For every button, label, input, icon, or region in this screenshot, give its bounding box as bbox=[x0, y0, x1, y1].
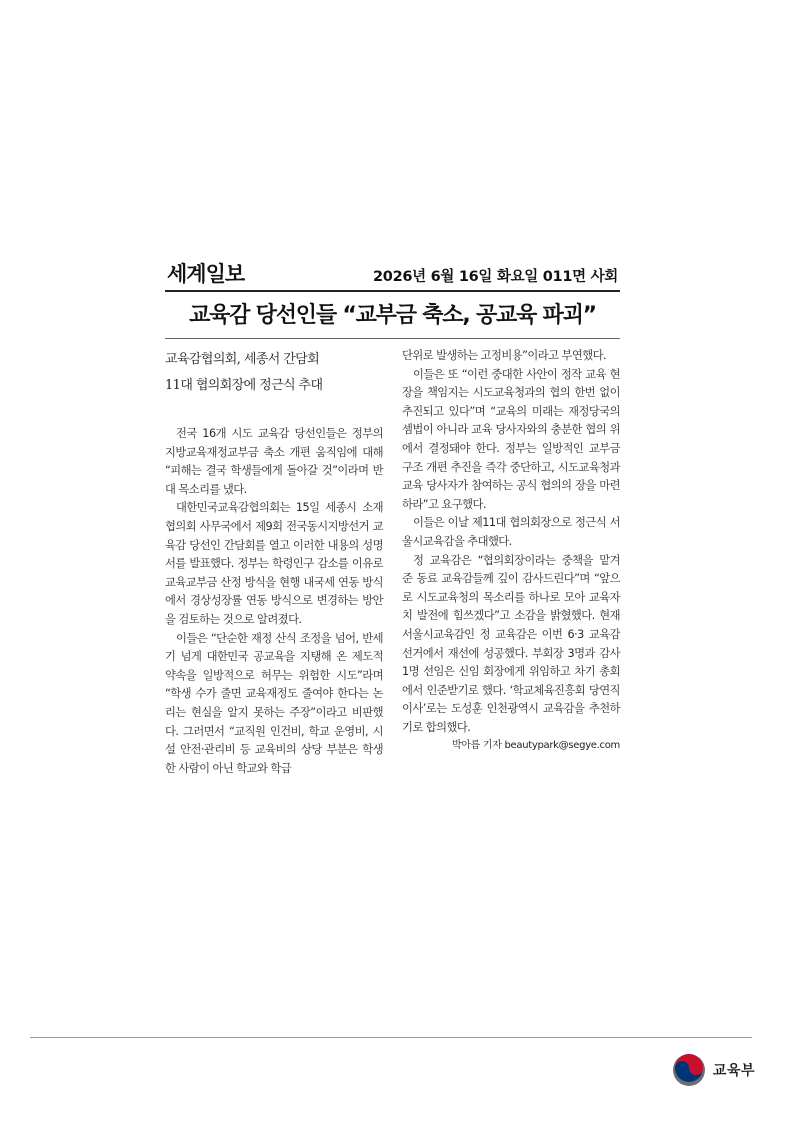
paragraph: 이들은 또 “이런 중대한 사안이 정작 교육 현장을 책임지는 시도교육청과의 협의 한번 없이 추진되고 있다”며 “교육의 미래는 재정당국의 셈법이 아니라 교육 당사자와의 충분한 협의 위에서 결정돼야 한다. 정부는 일방적인 교부금 구조 개편 추진을 즉각 중단하고, 시도교육청과 교육 당사자가 참여하는 공식 협의의 장을 마련하라”고 요구했다. bbox=[402, 367, 620, 511]
taegeuk-emblem-icon bbox=[671, 1052, 707, 1088]
article-headline: 교육감 당선인들 “교부금 축소, 공교육 파괴” bbox=[189, 303, 596, 328]
headline-rule bbox=[165, 338, 620, 339]
ministry-logo bbox=[671, 1052, 755, 1088]
right-column bbox=[402, 347, 620, 778]
masthead-rule bbox=[165, 290, 620, 292]
paragraph: 정 교육감은 “협의회장이라는 중책을 맡겨 준 동료 교육감들께 깊이 감사드린다”며 “앞으로 시도교육청의 목소리를 하나로 모아 교육자치 발전에 힘쓰겠다”고 소감을 밝혔했다. 현재 서울시교육감인 정 교육감은 이번 6·3 교육감 선거에서 재선에 성공했다. 부회장 3명과 감사 1명 선임은 신임 회장에게 위임하고 차기 총회에서 인준받기로 했다. ‘학교체육진흥회 당연직 이사’로는 도성훈 인천광역시 교육감을 추천하기로 합의했다. bbox=[402, 553, 620, 734]
paragraph: 대한민국교육감협의회는 15일 세종시 소재 협의회 사무국에서 제9회 전국동시지방선거 교육감 당선인 간담회를 열고 이러한 내용의 성명서를 발표했다. 정부는 학령인구 감소를 이유로 교육교부금 산정 방식을 현행 내국세 연동 방식에서 경상성장률 연동 방식으로 변경하는 방안을 검토하는 것으로 알려졌다. bbox=[165, 501, 383, 626]
paragraph: 전국 16개 시도 교육감 당선인들은 정부의 지방교육재정교부금 축소 개편 움직임에 대해 “피해는 결국 학생들에게 돌아갈 것”이라며 반대 목소리를 냈다. bbox=[165, 427, 383, 496]
subheadings bbox=[165, 347, 383, 399]
left-column bbox=[165, 347, 383, 778]
subhead-1: 교육감협의회, 세종서 간담회 bbox=[165, 352, 320, 367]
footer-rule bbox=[30, 1037, 752, 1038]
subhead-2: 11대 협의회장에 정근식 추대 bbox=[165, 378, 323, 393]
masthead bbox=[165, 258, 620, 288]
article-columns bbox=[165, 347, 620, 778]
paragraph: 이들은 이날 제11대 협의회장으로 정근식 서울시교육감을 추대했다. bbox=[402, 516, 620, 548]
newspaper-logo: 세계일보 bbox=[167, 262, 245, 286]
byline: 박아름 기자 beautypark@segye.com bbox=[451, 740, 620, 752]
dateline: 2026년 6월 16일 화요일 011면 사회 bbox=[373, 269, 618, 285]
paragraph: 단위로 발생하는 고정비용”이라고 부연했다. bbox=[402, 349, 606, 362]
paragraph: 이들은 “단순한 재정 산식 조정을 넘어, 반세기 넘게 대한민국 공교육을 지탱해 온 제도적 약속을 일방적으로 허무는 위험한 시도”라며 “학생 수가 줄면 교육재정도 줄여야 한다는 논리는 현실을 알지 못하는 주장”이라고 비판했다. 그러면서 “교직원 인건비, 학교 운영비, 시설 안전·관리비 등 교육비의 상당 부분은 학생 한 사람이 아닌 학교와 학급 bbox=[165, 631, 383, 775]
newspaper-clipping bbox=[165, 258, 620, 778]
ministry-name: 교육부 bbox=[712, 1063, 755, 1079]
